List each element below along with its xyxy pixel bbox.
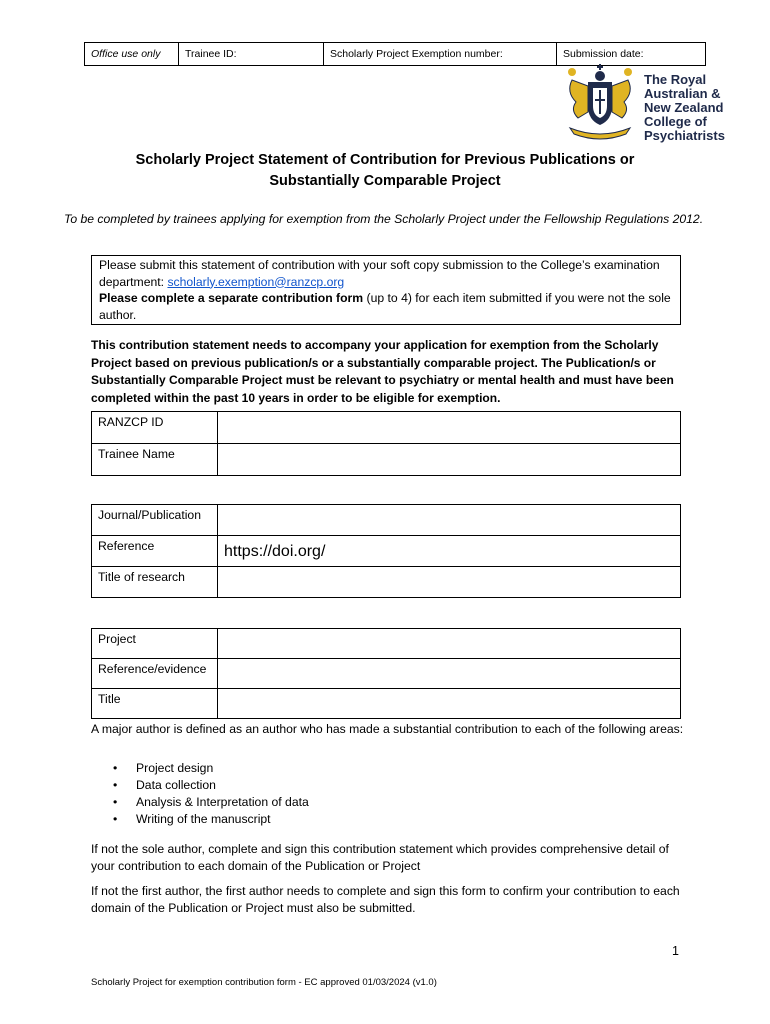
first-author-note: If not the first author, the first author needs to complete and sign this form to confirm your contribution to each domain of the Publication or Project must also be submitted. [91, 884, 680, 915]
notice-bold-text: Please complete a separate contribution form [99, 291, 364, 305]
logo-line-3: New Zealand [644, 100, 724, 115]
requirement-text: This contribution statement needs to accompany your application for exemption from the Scholarly Project based on previous publication/s or a substantially comparable project. The Publication/s or Substantially Comparable Project must be relevant to psychiatry or mental health and must have been completed within the past 10 years in order to be eligible for exemption. [91, 338, 674, 405]
project-label: Project [92, 629, 218, 659]
major-author-definition: A major author is defined as an author who has made a substantial contribution to each of the following areas: [91, 722, 684, 736]
list-item: • Project design [113, 761, 214, 775]
title-line-2: Substantially Comparable Project [269, 173, 501, 189]
bullet-icon: • [113, 761, 118, 775]
trainee-name-label: Trainee Name [92, 444, 218, 476]
list-item: • Analysis & Interpretation of data [113, 795, 309, 809]
journal-field[interactable] [218, 505, 681, 536]
contribution-areas-list [91, 760, 309, 828]
logo-line-5: Psychiatrists [644, 128, 725, 143]
logo-line-1: The Royal [644, 72, 707, 87]
list-item: • Writing of the manuscript [113, 812, 271, 826]
logo-line-4: College of [644, 114, 707, 129]
project-title-label: Title [92, 689, 218, 719]
project-table [91, 628, 681, 719]
notice-text: Please submit this statement of contribution with your soft copy submission to the College’s examination department: [99, 258, 660, 289]
research-title-field[interactable] [218, 567, 681, 598]
exemption-number-field[interactable]: Scholarly Project Exemption number: [324, 43, 557, 65]
project-field[interactable] [218, 629, 681, 659]
ranzcp-id-field[interactable] [218, 412, 681, 444]
notice-rest-text: (up to 4) for each item submitted if you were not the sole author. [99, 291, 671, 322]
crest-icon [568, 64, 632, 139]
project-title-field[interactable] [218, 689, 681, 719]
bullet-icon: • [113, 778, 118, 792]
evidence-field[interactable] [218, 659, 681, 689]
title-line-1: Scholarly Project Statement of Contribution for Previous Publications or [135, 152, 635, 168]
research-title-label: Title of research [92, 567, 218, 598]
intro-text: To be completed by trainees applying for exemption from the Scholarly Project under the Fellowship Regulations 2012. [64, 212, 704, 226]
publication-table [91, 504, 681, 598]
trainee-id-field[interactable]: Trainee ID: [179, 43, 324, 65]
page-number: 1 [672, 944, 679, 958]
reference-field[interactable]: https://doi.org/ [218, 536, 681, 567]
submission-date-field[interactable]: Submission date: [563, 48, 644, 60]
reference-label: Reference [92, 536, 218, 567]
footer-text: Scholarly Project for exemption contribution form - EC approved 01/03/2024 (v1.0) [91, 977, 437, 988]
trainee-details-table [91, 411, 681, 476]
logo-line-2: Australian & [644, 86, 721, 101]
journal-label: Journal/Publication [92, 505, 218, 536]
evidence-label: Reference/evidence [92, 659, 218, 689]
trainee-name-field[interactable] [218, 444, 681, 476]
office-use-label: Office use only [85, 43, 179, 65]
exemption-email-link[interactable]: scholarly.exemption@ranzcp.org [167, 274, 345, 289]
sole-author-note: If not the sole author, complete and sign this contribution statement which provides comprehensive detail of your contribution to each domain of the Publication or Project [91, 842, 669, 873]
bullet-icon: • [113, 795, 118, 809]
submission-notice-box [91, 255, 681, 325]
list-item: • Data collection [113, 778, 216, 792]
bullet-icon: • [113, 812, 118, 826]
ranzcp-id-label: RANZCP ID [92, 412, 218, 444]
page-title [100, 150, 670, 192]
college-name-logo-text [644, 73, 725, 143]
